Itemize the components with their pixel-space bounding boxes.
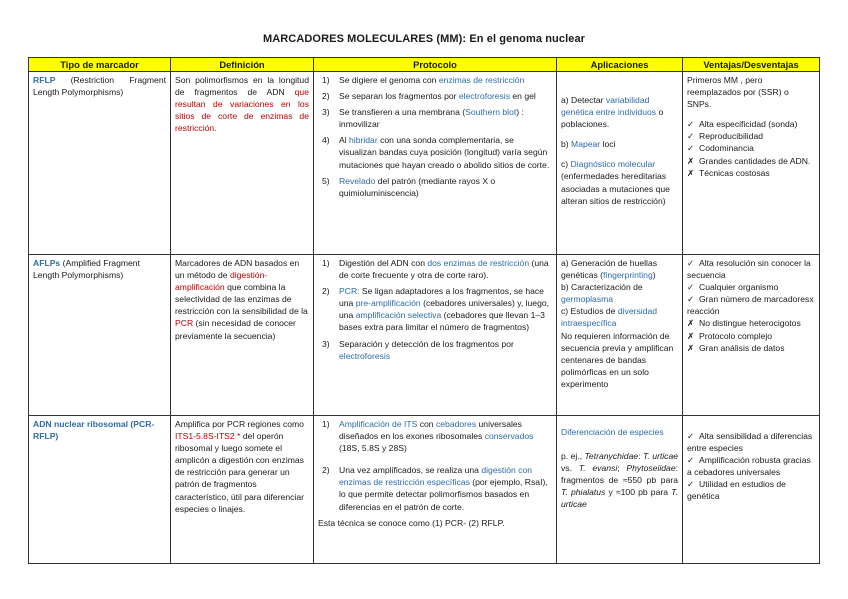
cross-icon: ✗ <box>687 330 695 341</box>
table-row-aflp <box>29 255 820 416</box>
protocol-steps <box>318 257 552 362</box>
check-icon: ✓ <box>687 131 695 142</box>
cross-icon: ✗ <box>687 342 695 353</box>
cell-definicion-adnr: Amplifica por PCR regiones como ITS1-5.8S-ITS2 * del operón ribosomal y luego somete el amplicón a digestión con enzimas de restricción para generar un patrón de fragmentos característico, útil para diferenciar especies o linajes. <box>171 416 314 564</box>
disadvantage-item: ✗ No distingue heterocigotos <box>687 318 801 329</box>
check-icon: ✓ <box>687 294 695 305</box>
application-item: c) Estudios de diversidad intraespecífica <box>561 306 658 329</box>
protocol-step: 3) Se transfieren a una membrana (Southern blot) : inmovilizar <box>322 107 524 130</box>
check-icon: ✓ <box>687 143 695 154</box>
advantage-item: ✓ Gran número de marcadoresx reacción <box>687 294 814 317</box>
advantages-intro: Primeros MM , pero reemplazados por (SSR) o SNPs. <box>687 75 789 110</box>
cell-ventajas-aflp <box>683 255 820 416</box>
application-heading: Diferenciación de especies <box>561 427 664 437</box>
check-icon: ✓ <box>687 258 695 268</box>
advantage-item: ✓ Reproducibilidad <box>687 131 764 142</box>
protocol-step: 2) Una vez amplificados, se realiza una digestión con enzimas de restricción específicas (por ejemplo, RsaI), lo que permite detectar polimorfismos basados en diferencias en el patrón de corte. <box>322 465 548 512</box>
cross-icon: ✗ <box>687 167 695 178</box>
cell-protocolo-adnr <box>314 416 557 564</box>
advantage-item: ✓ Codominancia <box>687 143 754 154</box>
protocol-step: 2) Se separan los fragmentos por electroforesis en gel <box>322 91 536 102</box>
cell-tipo-rflp <box>29 72 171 255</box>
header-aplicaciones: Aplicaciones <box>557 58 683 72</box>
marker-fullname: (Restriction Fragment Length Polymorphisms) <box>33 75 166 98</box>
protocol-step: 2) PCR: Se ligan adaptadores a los fragmentos, se hace una pre-amplificación (cebadores universales) y, luego, una amplificación selectiva (cebadores que llevan 1–3 bases extra para limitar el número de fragmentos) <box>322 286 550 333</box>
cell-aplicaciones-rflp <box>557 72 683 255</box>
application-item: b) Caracterización de germoplasma <box>561 282 643 305</box>
cell-protocolo-aflp <box>314 255 557 416</box>
marker-name: ADN nuclear ribosomal (PCR-RFLP) <box>33 419 155 442</box>
check-icon: ✓ <box>687 455 695 466</box>
header-tipo: Tipo de marcador <box>29 58 171 72</box>
header-definicion: Definición <box>171 58 314 72</box>
check-icon: ✓ <box>687 282 695 293</box>
protocol-step: 1) Se digiere el genoma con enzimas de restricción <box>322 75 525 85</box>
marker-fullname: (Amplified Fragment Length Polymorphisms) <box>33 258 140 281</box>
advantages-list <box>687 118 815 178</box>
markers-table <box>28 57 820 564</box>
protocol-steps <box>318 74 552 199</box>
table-header-row <box>29 58 820 72</box>
disadvantage-item: ✗ Grandes cantidades de ADN. <box>687 155 811 166</box>
cell-ventajas-rflp <box>683 72 820 255</box>
cross-icon: ✗ <box>687 155 695 166</box>
marker-name: AFLPs <box>33 258 61 268</box>
disadvantage-item: ✗ Protocolo complejo <box>687 330 773 341</box>
table-row-rflp <box>29 72 820 255</box>
advantages-list <box>687 430 815 503</box>
advantage-item: ✓ Cualquier organismo <box>687 282 779 293</box>
cell-protocolo-rflp <box>314 72 557 255</box>
cell-aplicaciones-adnr <box>557 416 683 564</box>
advantage-item: ✓ Alta sensibilidad a diferencias entre especies <box>687 431 813 454</box>
advantage-item: ✓ Alta especificidad (sonda) <box>687 119 798 130</box>
advantage-item: ✓ Amplificación robusta gracias a cebadores universales <box>687 455 811 478</box>
advantage-item: ✓ Utilidad en estudios de genética <box>687 479 786 502</box>
check-icon: ✓ <box>687 119 695 130</box>
check-icon: ✓ <box>687 479 695 490</box>
protocol-steps <box>318 418 552 513</box>
disadvantage-item: ✗ Gran análisis de datos <box>687 342 785 353</box>
advantages-list <box>687 257 815 354</box>
application-note: No requieren información de secuencia previa y amplifican centenares de bandas polimórficas en un solo experimento <box>561 330 674 389</box>
protocol-step: 5) Revelado del patrón (mediante rayos X o quimioluminiscencia) <box>322 175 496 198</box>
cell-definicion-aflp: Marcadores de ADN basados en un método de digestión- amplificación que combina la selectividad de las enzimas de restricción con la sensibilidad de la PCR (sin necesidad de conocer previamente la secuencia) <box>171 255 314 416</box>
disadvantage-item: ✗ Técnicas costosas <box>687 167 770 178</box>
header-protocolo: Protocolo <box>314 58 557 72</box>
cell-definicion-rflp <box>171 72 314 255</box>
header-ventajas: Ventajas/Desventajas <box>683 58 820 72</box>
table-row-adn-ribosomal <box>29 416 820 564</box>
cell-ventajas-adnr <box>683 416 820 564</box>
cell-tipo-adnr <box>29 416 171 564</box>
protocol-note: Esta técnica se conoce como (1) PCR- (2) RFLP. <box>318 517 505 528</box>
page-title: MARCADORES MOLECULARES (MM): En el genoma nuclear <box>262 33 586 45</box>
definition-text: Son polimorfismos en la longitud de fragmentos de ADN <box>175 75 309 98</box>
marker-name: RFLP <box>33 75 56 85</box>
application-item: c) Diagnóstico molecular (enfermedades hereditarias asociadas a mutaciones que alteran sitios de restricción) <box>561 159 670 206</box>
protocol-step: 4) Al hibridar con una sonda complementaria, se visualizan bandas cuya posición (longitud) varía según mutaciones que hayan creado o abolido sitios de corte. <box>322 135 550 170</box>
advantage-item: ✓ Alta resolución sin conocer la secuencia <box>687 258 811 281</box>
cell-aplicaciones-aflp <box>557 255 683 416</box>
application-item: a) Generación de huellas genéticas (fingerprinting) <box>561 258 658 281</box>
protocol-step: 1) Amplificación de ITS con cebadores universales diseñados en los exones ribosomales conservados (18S, 5.8S y 28S) <box>322 419 534 454</box>
application-item: b) Mapear loci <box>561 139 616 150</box>
check-icon: ✓ <box>687 431 695 441</box>
definition-highlight: que resultan de variaciones en los sitios de corte de enzimas de restricción. <box>175 87 309 134</box>
protocol-step: 1) Digestión del ADN con dos enzimas de restricción (una de corte frecuente y otra de corte raro). <box>322 258 549 281</box>
application-item: a) Detectar variabilidad genética entre individuos o poblaciones. <box>561 95 664 130</box>
application-example: p. ej., Tetranychidae: T. urticae vs. T. evansi; Phytoseiidae: fragmentos de ≈550 pb para T. phialatus y ≈100 pb para T. urticae <box>561 451 679 510</box>
cross-icon: ✗ <box>687 318 695 329</box>
cell-tipo-aflp <box>29 255 171 416</box>
protocol-step: 3) Separación y detección de los fragmentos por electroforesis <box>322 338 514 361</box>
